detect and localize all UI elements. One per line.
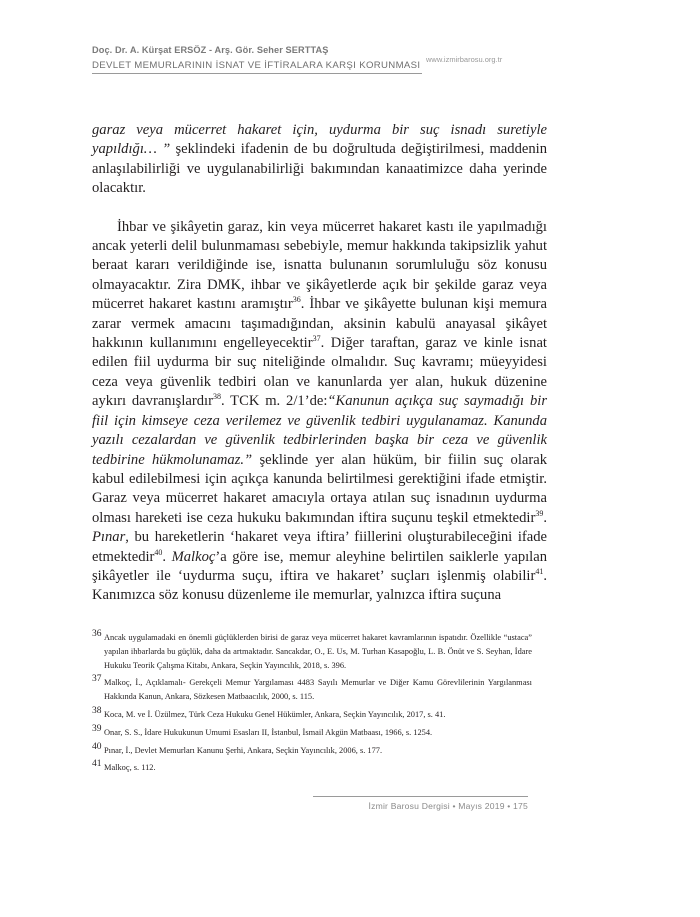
footnote-ref-36[interactable]: 36 (292, 295, 301, 305)
footnote (92, 761, 532, 775)
footnote (92, 741, 532, 758)
footnote-number: 41 (92, 759, 102, 770)
paragraph-2-text-i: ’a göre ise, memur aleyhine belirtilen saiklerle yapılan şikâyetler ile ‘uydurma suçu, iftira ve hakaret’ suçları işlenmiş olabilir (92, 548, 548, 584)
paragraph-2-text-e: şeklinde yer alan hüküm, bir fiilin suç olarak kabul edilebilmesi için açıkça kanunda belirtilmesi gerektiğini ifade etmiştir. Garaz veya mücerret hakaret amacıyla ortaya atılan suç isnadının uydurma olması hareketi ise ceza hukuku bakımından iftira suçunu teşkil etmektedir (92, 451, 547, 526)
footnote-text: Onar, S. S., İdare Hukukunun Umumi Esasları II, İstanbul, İsmail Akgün Matbaası, 1966, s. 1254. (104, 727, 433, 737)
paragraph-1 (92, 121, 547, 199)
footnote-text: Malkoç, s. 112. (104, 763, 156, 773)
paragraph-2-text-d: . TCK m. 2/1’de: (220, 393, 328, 410)
footnote (92, 676, 532, 704)
paragraph-2-text-b: . İhbar ve şikâyette bulunan kişi memura zarar vermek amacını taşımadığından, aksinin kabulü anayasal şikâyet hakkının kullanımını engelleyecektir (92, 296, 547, 352)
footnote-number: 38 (92, 705, 102, 716)
footnote-text: Malkoç, İ., Açıklamalı- Gerekçeli Memur Yargılaması 4483 Sayılı Memurlar ve Diğer Kamu Görevlilerinin Yargılanması Hakkında Kanun, Ankara, Sözkesen Matbaacılık, 2000, s. 115. (104, 678, 532, 702)
paragraph-2-text-g: , bu hareketlerin ‘hakaret veya iftira’ fiillerini oluşturabileceğini ifade etmektedir (92, 529, 547, 565)
paragraph-2-text-j: . Kanımızca söz konusu düzenleme ile memurlar, yalnızca iftira suçuna (92, 567, 547, 604)
paragraph-2-text-f: . (543, 509, 547, 526)
footnote-text: Koca, M. ve İ. Üzülmez, Türk Ceza Hukuku Genel Hükümler, Ankara, Seçkin Yayıncılık, 2017, s. 41. (104, 709, 446, 719)
paragraph-2 (92, 218, 547, 606)
paragraph-2-text-h: . (162, 548, 172, 565)
footnote-ref-37[interactable]: 37 (312, 334, 321, 344)
paragraph-1-italic: garaz veya mücerret hakaret için, uydurma bir suç isnadı suretiyle yapıldığı… ” (92, 122, 547, 158)
footnote-ref-39[interactable]: 39 (535, 508, 544, 518)
footnote-number: 40 (92, 741, 102, 752)
footnote (92, 705, 532, 722)
footnote-text: Ancak uygulamadaki en önemli güçlüklerden birisi de garaz veya mücerret hakaret kavramlarının ispatıdır. Özellikle “ustaca” yapılan ihbarlarda bu güçlük, daha da artmaktadır. Sancakdar, O., E. Us, M. Turhan Kasapoğlu, L. B. Önüt ve S. Seyhan, İdare Hukuku Teorik Çalışma Kitabı, Ankara, Seçkin Yayıncılık, 2018, s. 396. (104, 633, 532, 670)
footnote-ref-38[interactable]: 38 (212, 392, 221, 402)
law-quote: “Kanunun açıkça suç saymadığı bir fiil için kimseye ceza verilemez ve güvenlik tedbiri uygulanamaz. Kanunda yazılı cezalardan ve güvenlik tedbirlerinden başka bir ceza ve güvenlik tedbirine hükmolunamaz.” (92, 393, 547, 468)
footer-divider (313, 796, 528, 797)
footnote (92, 723, 532, 740)
header-article-title: DEVLET MEMURLARININ İSNAT VE İFTİRALARA KARŞI KORUNMASI (92, 60, 421, 71)
footnotes (92, 631, 532, 779)
footnote-number: 37 (92, 674, 102, 685)
header-url: www.izmirbarosu.org.tr (426, 55, 503, 64)
header-divider (92, 73, 422, 74)
paragraph-1-text: şeklindeki ifadenin de bu doğrultuda değiştirilmesi, maddenin anlaşılabilirliği ve uygulanabilirliği bakımından kanaatimizce daha yerinde olacaktır. (92, 141, 548, 197)
paragraph-2-text-a: İhbar ve şikâyetin garaz, kin veya mücerret hakaret kastı ile yapılmadığı ancak yeterli delil bulunmaması sebebiyle, memur hakkında takipsizlik yahut beraat kararı verildiğinde ise, isnatta bulunanın sorumluluğu söz konusu olmayacaktır. Zira DMK, ihbar ve şikâyetlerde açık bir şekilde garaz veya mücerret hakaret kastını aramıştır (92, 218, 547, 313)
author-name-pinar: Pınar (92, 529, 126, 546)
article-body (92, 121, 547, 606)
footnote-ref-41[interactable]: 41 (535, 567, 544, 577)
page-footer: İzmir Barosu Dergisi • Mayıs 2019 • 175 (368, 801, 528, 811)
footnote-text: Pınar, İ., Devlet Memurları Kanunu Şerhi, Ankara, Seçkin Yayıncılık, 2006, s. 177. (104, 745, 383, 755)
header-authors: Doç. Dr. A. Kürşat ERSÖZ - Arş. Gör. Seher SERTTAŞ (92, 45, 329, 55)
footnote-number: 36 (92, 629, 102, 639)
author-name-malkoc: Malkoç (171, 548, 216, 565)
footnote-number: 39 (92, 723, 102, 734)
footnote (92, 631, 532, 672)
footnote-ref-40[interactable]: 40 (154, 547, 163, 557)
paragraph-2-text-c: . Diğer taraftan, garaz ve kinle isnat edilen fiil uydurma bir suç niteliğinde olmalıdır. Suç kavramı; müeyyidesi ceza veya güvenlik tedbiri olan ve kanunlarda yer alan, hukuk düzenine aykırı davranışlardır (92, 335, 547, 410)
